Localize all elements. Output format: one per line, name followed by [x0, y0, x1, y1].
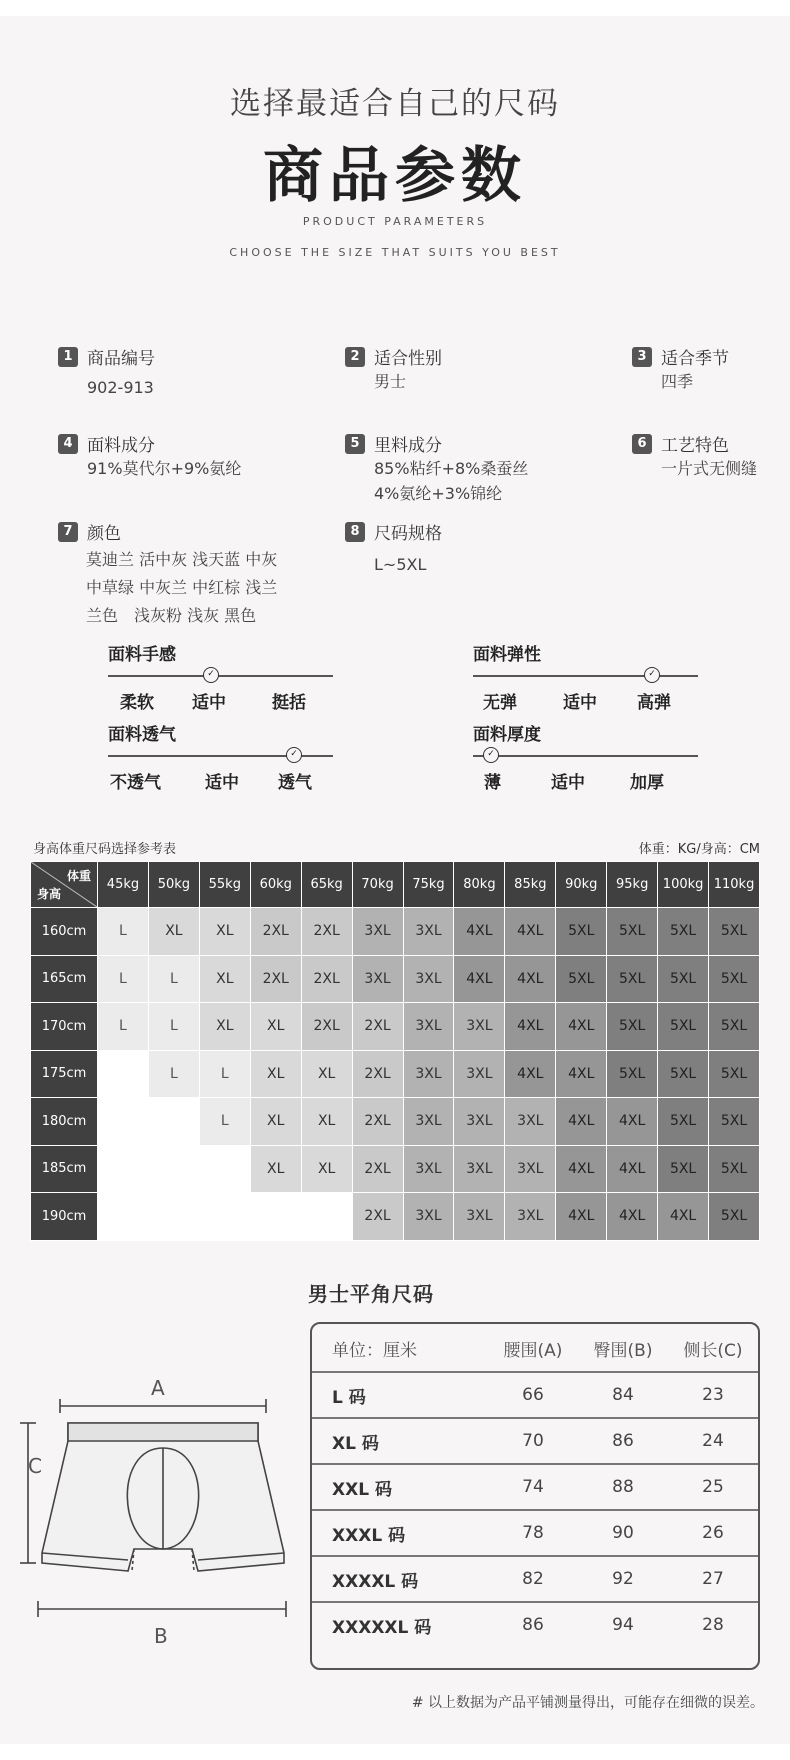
size-value: 26 — [702, 1523, 724, 1543]
height-header: 170cm — [31, 1003, 98, 1051]
size-grid-body — [31, 908, 760, 1241]
param-item-number — [58, 344, 155, 400]
size-cell: XL — [199, 908, 250, 956]
weight-header: 80kg — [454, 862, 505, 908]
size-cell: 4XL — [556, 1098, 607, 1146]
param-label: 颜色 — [87, 524, 121, 544]
size-grid-row — [31, 1098, 760, 1146]
size-cell: 2XL — [301, 908, 352, 956]
size-cell: 2XL — [250, 908, 301, 956]
scale-marker-icon: ✓ — [203, 667, 219, 683]
size-grid-row — [31, 1193, 760, 1241]
param-label: 里料成分 — [374, 436, 442, 456]
size-cell: XL — [250, 1003, 301, 1051]
param-label: 面料成分 — [87, 436, 155, 456]
size-cell: 4XL — [556, 1050, 607, 1098]
number-badge: 2 — [345, 347, 365, 367]
size-cell: 3XL — [403, 955, 454, 1003]
size-cell: 3XL — [403, 1050, 454, 1098]
size-cell: 4XL — [556, 1145, 607, 1193]
param-value: 4%氨纶+3%锦纶 — [374, 484, 503, 503]
size-cell: XL — [301, 1050, 352, 1098]
size-cell: L — [148, 1050, 199, 1098]
number-badge: 3 — [632, 347, 652, 367]
size-cell: 3XL — [403, 1003, 454, 1051]
unit-header: 单位：厘米 — [332, 1340, 417, 1361]
weight-header: 45kg — [98, 862, 149, 908]
scale-label: 不透气 — [110, 773, 161, 793]
size-cell: 5XL — [658, 1050, 709, 1098]
scale-label: 加厚 — [630, 773, 664, 793]
param-label: 工艺特色 — [661, 436, 729, 456]
size-cell: 4XL — [556, 1193, 607, 1241]
size-cell — [98, 1145, 149, 1193]
size-value: 25 — [702, 1477, 724, 1497]
size-cell: 3XL — [454, 1050, 505, 1098]
boxer-size-table — [310, 1322, 760, 1670]
english-title: PRODUCT PARAMETERS — [302, 215, 488, 228]
weight-header: 90kg — [556, 862, 607, 908]
weight-header: 70kg — [352, 862, 403, 908]
boxer-diagram — [8, 1361, 298, 1651]
size-cell: 3XL — [454, 1193, 505, 1241]
size-cell: 5XL — [607, 1003, 658, 1051]
size-cell: 5XL — [607, 1050, 658, 1098]
size-cell: 5XL — [607, 955, 658, 1003]
param-value: 四季 — [661, 372, 694, 391]
size-name: XL 码 — [332, 1433, 379, 1454]
size-cell: 4XL — [556, 1003, 607, 1051]
scale-label: 柔软 — [120, 693, 154, 713]
param-label: 尺码规格 — [374, 524, 442, 544]
size-cell: 5XL — [556, 955, 607, 1003]
size-cell: L — [98, 955, 149, 1003]
size-cell: 5XL — [658, 955, 709, 1003]
size-cell: L — [199, 1098, 250, 1146]
size-cell: L — [98, 908, 149, 956]
size-cell: 5XL — [709, 1193, 760, 1241]
size-cell — [199, 1145, 250, 1193]
size-cell: 3XL — [454, 1145, 505, 1193]
size-cell — [250, 1193, 301, 1241]
boxer-size-header-row — [312, 1324, 758, 1372]
scale-label: 适中 — [192, 693, 226, 713]
boxer-size-row — [312, 1464, 758, 1510]
scale-hand-feel — [108, 640, 343, 712]
size-cell — [98, 1098, 149, 1146]
param-fabric — [58, 431, 241, 481]
product-card — [0, 16, 790, 1744]
scale-title: 面料手感 — [108, 645, 176, 665]
size-value: 82 — [522, 1569, 544, 1589]
weight-header: 65kg — [301, 862, 352, 908]
height-header: 180cm — [31, 1098, 98, 1146]
number-badge: 1 — [58, 347, 78, 367]
size-cell: 2XL — [301, 955, 352, 1003]
size-cell: 2XL — [352, 1050, 403, 1098]
scale-label: 无弹 — [483, 693, 517, 713]
size-value: 86 — [612, 1431, 634, 1451]
size-cell: 3XL — [352, 908, 403, 956]
size-cell: XL — [301, 1145, 352, 1193]
size-value: 84 — [612, 1385, 634, 1405]
weight-header: 95kg — [607, 862, 658, 908]
size-cell: 4XL — [505, 955, 556, 1003]
param-label: 适合季节 — [661, 349, 729, 369]
weight-header: 50kg — [148, 862, 199, 908]
scale-label: 适中 — [205, 773, 239, 793]
size-cell: L — [148, 1003, 199, 1051]
height-header: 160cm — [31, 908, 98, 956]
footnote: # 以上数据为产品平铺测量得出，可能存在细微的误差。 — [411, 1695, 764, 1711]
number-badge: 6 — [632, 434, 652, 454]
size-cell: 5XL — [658, 1003, 709, 1051]
param-label: 适合性别 — [374, 349, 442, 369]
size-value: 70 — [522, 1431, 544, 1451]
size-cell: 2XL — [250, 955, 301, 1003]
size-cell — [98, 1193, 149, 1241]
scale-title: 面料弹性 — [473, 645, 541, 665]
size-cell: 5XL — [658, 1098, 709, 1146]
diagram-label-a: A — [151, 1376, 165, 1400]
size-cell — [148, 1145, 199, 1193]
page-subtitle: 选择最适合自己的尺码 — [230, 86, 560, 122]
boxer-size-row — [312, 1556, 758, 1602]
scale-line — [473, 675, 698, 677]
scale-label: 透气 — [278, 773, 312, 793]
size-cell: 3XL — [505, 1193, 556, 1241]
size-value: 27 — [702, 1569, 724, 1589]
weight-header: 100kg — [658, 862, 709, 908]
scale-line — [473, 755, 698, 757]
size-value: 88 — [612, 1477, 634, 1497]
size-cell: 3XL — [403, 908, 454, 956]
size-cell: L — [148, 955, 199, 1003]
size-cell: 3XL — [454, 1098, 505, 1146]
size-cell: XL — [148, 908, 199, 956]
page-title: 商品参数 — [263, 141, 527, 211]
size-cell: 2XL — [301, 1003, 352, 1051]
weight-header: 75kg — [403, 862, 454, 908]
weight-header: 55kg — [199, 862, 250, 908]
diagram-label-b: B — [154, 1624, 168, 1648]
size-grid-row — [31, 908, 760, 956]
param-size-spec — [345, 519, 442, 577]
param-value: 902-913 — [87, 378, 154, 397]
size-cell: 2XL — [352, 1098, 403, 1146]
param-colors — [58, 519, 277, 630]
size-cell: 5XL — [607, 908, 658, 956]
weight-header: 60kg — [250, 862, 301, 908]
size-cell: 4XL — [454, 955, 505, 1003]
scale-line — [108, 675, 333, 677]
param-gender — [345, 344, 442, 394]
height-header: 185cm — [31, 1145, 98, 1193]
size-value: 86 — [522, 1615, 544, 1635]
size-value: 23 — [702, 1385, 724, 1405]
scale-title: 面料透气 — [108, 725, 176, 745]
size-grid-row — [31, 1050, 760, 1098]
size-cell: 4XL — [607, 1098, 658, 1146]
size-cell: 2XL — [352, 1193, 403, 1241]
size-cell: 3XL — [352, 955, 403, 1003]
scale-breathability — [108, 720, 343, 792]
boxer-size-row — [312, 1372, 758, 1418]
scale-label: 高弹 — [637, 693, 671, 713]
hip-header: 臀围(B) — [593, 1340, 653, 1361]
size-cell: 4XL — [658, 1193, 709, 1241]
english-subtitle: CHOOSE THE SIZE THAT SUITS YOU BEST — [229, 246, 561, 259]
size-cell: 4XL — [505, 1050, 556, 1098]
size-cell: L — [98, 1003, 149, 1051]
size-grid-header-row — [31, 862, 760, 908]
size-value: 78 — [522, 1523, 544, 1543]
size-name: XXL 码 — [332, 1479, 392, 1500]
scale-elasticity — [473, 640, 708, 712]
size-cell: 5XL — [709, 955, 760, 1003]
color-line: 中草绿 中灰兰 中红棕 浅兰 — [86, 578, 278, 597]
size-grid-title: 身高体重尺码选择参考表 — [33, 842, 177, 857]
size-cell: 4XL — [505, 908, 556, 956]
size-name: XXXL 码 — [332, 1525, 406, 1546]
size-cell: XL — [301, 1098, 352, 1146]
size-value: 74 — [522, 1477, 544, 1497]
size-cell: 2XL — [352, 1145, 403, 1193]
size-cell: XL — [250, 1145, 301, 1193]
size-value: 24 — [702, 1431, 724, 1451]
number-badge: 4 — [58, 434, 78, 454]
boxer-size-title: 男士平角尺码 — [308, 1282, 434, 1306]
waist-header: 腰围(A) — [503, 1340, 563, 1361]
size-cell: 5XL — [709, 1003, 760, 1051]
number-badge: 5 — [345, 434, 365, 454]
size-cell — [148, 1098, 199, 1146]
scale-label: 挺括 — [272, 693, 306, 713]
boxer-size-row — [312, 1602, 758, 1648]
size-cell: 3XL — [454, 1003, 505, 1051]
scale-marker-icon: ✓ — [644, 667, 660, 683]
size-cell: 3XL — [403, 1145, 454, 1193]
param-craft — [632, 431, 757, 481]
boxer-size-row — [312, 1510, 758, 1556]
size-grid-unit-note: 体重：KG/身高：CM — [638, 842, 760, 857]
number-badge: 8 — [345, 522, 365, 542]
size-grid-corner — [31, 862, 98, 908]
size-cell — [199, 1193, 250, 1241]
size-cell: XL — [250, 1050, 301, 1098]
scale-label: 适中 — [551, 773, 585, 793]
size-name: L 码 — [332, 1387, 366, 1408]
side-length-header: 侧长(C) — [683, 1340, 743, 1361]
param-lining — [345, 431, 528, 506]
size-cell: 5XL — [658, 1145, 709, 1193]
height-header: 165cm — [31, 955, 98, 1003]
size-cell — [98, 1050, 149, 1098]
weight-header: 85kg — [505, 862, 556, 908]
diagram-label-c: C — [28, 1454, 42, 1478]
size-cell: 5XL — [709, 1098, 760, 1146]
size-cell — [148, 1193, 199, 1241]
size-value: 66 — [522, 1385, 544, 1405]
scale-label: 薄 — [484, 773, 501, 793]
size-cell: 3XL — [403, 1098, 454, 1146]
size-value: 28 — [702, 1615, 724, 1635]
size-cell: 5XL — [709, 1145, 760, 1193]
size-name: XXXXL 码 — [332, 1571, 419, 1592]
boxer-size-row — [312, 1418, 758, 1464]
size-cell: 5XL — [709, 908, 760, 956]
size-cell: XL — [199, 1003, 250, 1051]
param-value: 91%莫代尔+9%氨纶 — [87, 459, 242, 478]
color-line: 兰色 浅灰粉 浅灰 黑色 — [86, 606, 257, 625]
size-cell: 5XL — [709, 1050, 760, 1098]
size-value: 90 — [612, 1523, 634, 1543]
size-grid-row — [31, 955, 760, 1003]
param-label: 商品编号 — [87, 349, 155, 369]
size-cell: XL — [250, 1098, 301, 1146]
height-header: 175cm — [31, 1050, 98, 1098]
scale-label: 适中 — [563, 693, 597, 713]
size-cell: L — [199, 1050, 250, 1098]
weight-header: 110kg — [709, 862, 760, 908]
size-cell: 3XL — [505, 1145, 556, 1193]
scale-marker-icon: ✓ — [286, 747, 302, 763]
size-cell: 5XL — [556, 908, 607, 956]
size-cell: XL — [199, 955, 250, 1003]
size-value: 92 — [612, 1569, 634, 1589]
param-value: 男士 — [374, 372, 407, 391]
corner-weight-label: 体重 — [66, 869, 91, 883]
corner-height-label: 身高 — [37, 887, 62, 901]
param-value: 一片式无侧缝 — [661, 459, 758, 478]
color-line: 莫迪兰 活中灰 浅天蓝 中灰 — [86, 550, 278, 569]
size-cell: 4XL — [607, 1193, 658, 1241]
size-grid-row — [31, 1145, 760, 1193]
size-cell: 4XL — [607, 1145, 658, 1193]
size-grid-table — [30, 861, 760, 1241]
height-header: 190cm — [31, 1193, 98, 1241]
param-value: 85%粘纤+8%桑蚕丝 — [374, 459, 529, 478]
param-season — [632, 344, 729, 394]
size-value: 94 — [612, 1615, 634, 1635]
scale-title: 面料厚度 — [473, 725, 541, 745]
size-name: XXXXXL 码 — [332, 1617, 432, 1638]
scale-marker-icon: ✓ — [483, 747, 499, 763]
size-cell — [301, 1193, 352, 1241]
param-value: L~5XL — [374, 555, 427, 574]
size-cell: 2XL — [352, 1003, 403, 1051]
size-grid-row — [31, 1003, 760, 1051]
size-cell: 3XL — [505, 1098, 556, 1146]
number-badge: 7 — [58, 522, 78, 542]
size-cell: 3XL — [403, 1193, 454, 1241]
size-cell: 5XL — [658, 908, 709, 956]
size-cell: 4XL — [505, 1003, 556, 1051]
size-cell: 4XL — [454, 908, 505, 956]
scale-thickness — [473, 720, 708, 792]
